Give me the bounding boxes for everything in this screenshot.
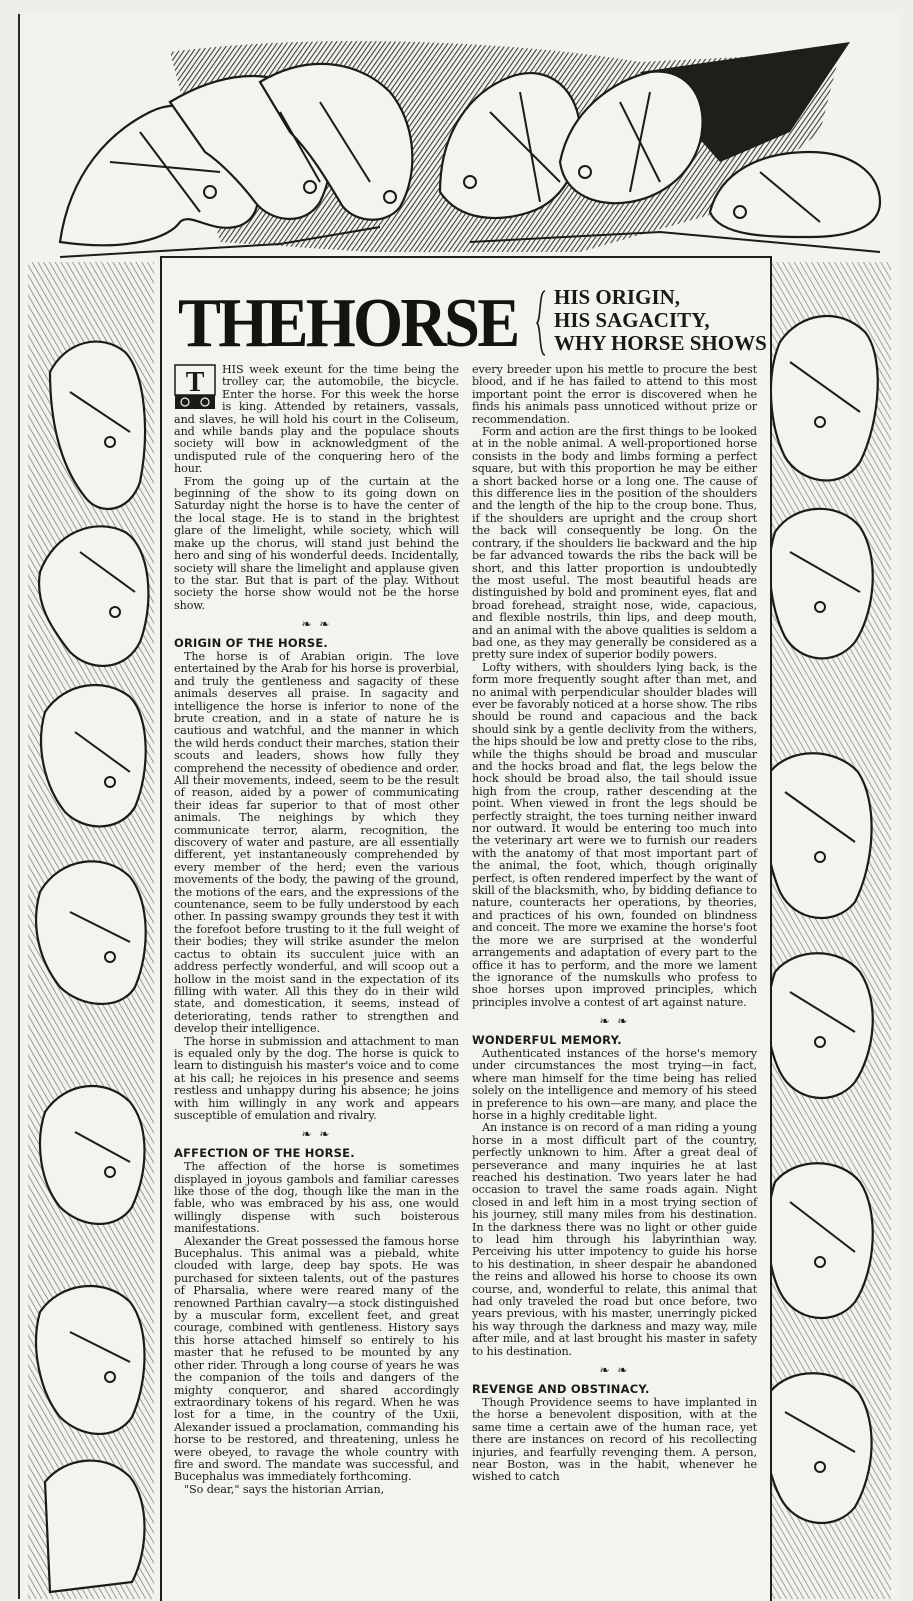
section-ornament: ❧ ❧ — [599, 1363, 630, 1378]
dropcap — [174, 364, 216, 410]
section-ornament: ❧ ❧ — [301, 1127, 332, 1142]
section-heading: ORIGIN OF THE HORSE. — [174, 635, 328, 650]
article-title: THEHORSE — [178, 285, 518, 362]
body-paragraph: "So dear," says the historian Arrian, — [184, 1482, 385, 1496]
article-subtitle — [548, 286, 767, 355]
body-paragraph: Though Providence seems to have implanted in the horse a benevolent disposition, with at the same time a certain awe of the human race, yet there are instances on record of his recollecting injuries, and fearfully revenging them. A person, near Boston, was in the habit, whenever he wished to catch — [472, 1395, 757, 1484]
body-paragraph: Form and action are the first things to be looked at in the noble animal. A well-proportioned horse consists in the body and limbs forming a perfect square, but with this proportion he may be either a short backed horse or a long one. The cause of this difference lies in the position of the shoulders and the length of the hip to the croup bone. Thus, if the shoulders are upright and the croup short the back will consequently be long. On the contrary, if the shoulders lie backward and the hip be far advanced towards the ribs the back will be short, and this latter proportion is undoubtedly the most useful. The most beautiful heads are distinguished by bold and prominent eyes, flat and broad forehead, straight nose, wide, capacious, and flexible nostrils, thin lips, and deep mouth, and an animal with the above qualities is seldom a bad one, as they may generally be considered as a pretty sure index of superior bodily powers. — [472, 425, 757, 662]
subtitle-line: HIS ORIGIN, — [554, 285, 681, 309]
section-heading: WONDERFUL MEMORY. — [472, 1032, 622, 1047]
subtitle-brace — [536, 290, 546, 356]
left-column — [174, 364, 459, 1496]
subtitle-line: HIS SAGACITY, — [554, 308, 710, 332]
dropcap-letter: T — [185, 367, 205, 398]
body-paragraph: The affection of the horse is sometimes displayed in joyous gambols and familiar caresses like those of the dog, though like the man in the fable, who was embraced by his ass, one would willingly dispense with such boisterous manifestations. — [174, 1160, 459, 1236]
body-paragraph: Alexander the Great possessed the famous horse Bucephalus. This animal was a piebald, white clouded with large, deep bay spots. He was purchased for sixteen talents, out of the pastures of Pharsalia, where were reared many of the renowned Parthian cavalry—a stock distinguished by a muscular form, excellent feet, and great courage, combined with gentleness. History says this horse attached himself so entirely to his master that he refused to be mounted by any other rider. Through a long course of years he was the companion of the toils and dangers of the mighty conqueror, and shared accordingly extraordinary tokens of his regard. When he was lost for a time, in the country of the Uxii, Alexander issued a proclamation, commanding his horse to be restored, and threatening, unless he were obeyed, to ravage the whole country with fire and sword. The mandate was successful, and Bucephalus was immediately forthcoming. — [174, 1234, 459, 1484]
right-column — [472, 364, 757, 1484]
subtitle-line: WHY HORSE SHOWS — [554, 331, 767, 355]
article-body — [174, 364, 758, 1594]
section-ornament: ❧ ❧ — [301, 617, 332, 632]
section-ornament: ❧ ❧ — [599, 1014, 630, 1029]
intro-paragraph: HIS week exeunt for the time being the trolley car, the automobile, the bicycle. Enter the horse. For this week the horse is king. Attended by retainers, vassals, and slaves, he will hold his court in the Coliseum, and while bands play and the populace shouts society will bow in acknowledgment of the undisputed rule of the conquering hero of the hour. — [174, 363, 459, 476]
headline — [178, 285, 767, 362]
section-heading: AFFECTION OF THE HORSE. — [174, 1145, 355, 1160]
body-paragraph: The horse in submission and attachment to man is equaled only by the dog. The horse is quick to learn to distinguish his master's voice and to come at his call; he rejoices in his presence and seems restless and unhappy during his absence; he joins with him willingly in any work and appears susceptible of emulation and rivalry. — [174, 1034, 459, 1122]
body-paragraph: Lofty withers, with shoulders lying back, is the form more frequently sought after than met, and no animal with perpendicular shoulder blades will ever be favorably noticed at a horse show. The ribs should be round and capacious and the back should sink by a gentle declivity from the withers, the hips should be low and pretty close to the ribs, while the thighs should be broad and muscular and the hocks broad and flat, the legs below the hock should be broad also, the tail should issue high from the croup, rather descending at the point. When viewed in front the legs should be perfectly straight, the toes turning neither inward nor outward. It would be entering too much into the veterinary art were we to furnish our readers with the anatomy of that most important part of the animal, the foot, which, though originally perfect, is often rendered imperfect by the want of skill of the blacksmith, who, by bidding defiance to nature, counteracts her operations, by theories, and practices of his own, founded on blindness and conceit. The more we examine the horse's foot the more we are surprised at the wonderful arrangements and adaptation of every part to the office it has to perform, and the more we lament the ignorance of the numskulls who profess to shoe horses upon improved principles, which principles involve a contest of art against nature. — [472, 660, 757, 1009]
article-frame — [160, 256, 772, 1601]
section-heading: REVENGE AND OBSTINACY. — [472, 1381, 650, 1396]
intro-paragraph: From the going up of the curtain at the beginning of the show to its going down on Saturday night the horse is to have the center of the local stage. He is to stand in the brightest glare of the limelight, while society, which will make up the chorus, will stand just behind the hero and sing of his wonderful deeds. Incidentally, society will share the limelight and applause given to the star. But that is part of the play. Without society the horse show would not be the horse show. — [174, 474, 459, 612]
body-paragraph: An instance is on record of a man riding a young horse in a most difficult part of the country, perfectly unknown to him. After a great deal of perseverance and many inquiries he at last reached his destination. Two years later he had occasion to travel the same roads again. Night closed in and left him in a most trying section of his journey, still many miles from his destination. In the darkness there was no light or other guide to lead him through his labyrinthian way. Perceiving his utter impotency to guide his horse to his destination, in sheer despair he abandoned the reins and allowed his horse to choose its own course, and, wonderful to relate, this animal that had only traveled the road but once before, two years previous, with his master, unerringly picked his way through the darkness and mazy way, mile after mile, and at last brought his master in safety to his destination. — [472, 1121, 757, 1358]
body-paragraph: Authenticated instances of the horse's memory under circumstances the most trying—in fact, where man himself for the time being has relied solely on the intelligence and memory of his steed in preference to his own—are many, and place the horse in a highly creditable light. — [472, 1046, 757, 1122]
body-paragraph: The horse is of Arabian origin. The love entertained by the Arab for his horse is proverbial, and truly the gentleness and sagacity of these animals deserves all praise. In sagacity and intelligence the horse is inferior to none of the brute creation, and in a state of nature he is cautious and watchful, and the manner in which the wild herds conduct their marches, station their scouts and leaders, shows how fully they comprehend the necessity of obedience and order. All their movements, indeed, seem to be the result of reason, aided by a power of communicating their ideas far superior to that of most other animals. The neighings by which they communicate terror, alarm, recognition, the discovery of water and pasture, are all essentially different, yet instantaneously comprehended by every member of the herd; even the various movements of the body, the pawing of the ground, the motions of the ears, and the expressions of the countenance, seem to be fully understood by each other. In passing swampy grounds they test it with the forefoot before trusting to it the full weight of their bodies; they will strike asunder the melon cactus to obtain its succulent juice with an address perfectly wonderful, and will scoop out a hollow in the moist sand in the expectation of its filling with water. All this they do in their wild state, and domestication, it seems, instead of deteriorating, tends rather to strengthen and develop their intelligence. — [174, 649, 459, 1036]
body-paragraph: every breeder upon his mettle to procure the best blood, and if he has failed to attend to this most important point the error is discovered when he finds his animals pass unnoticed without prize or recommendation. — [472, 363, 757, 426]
